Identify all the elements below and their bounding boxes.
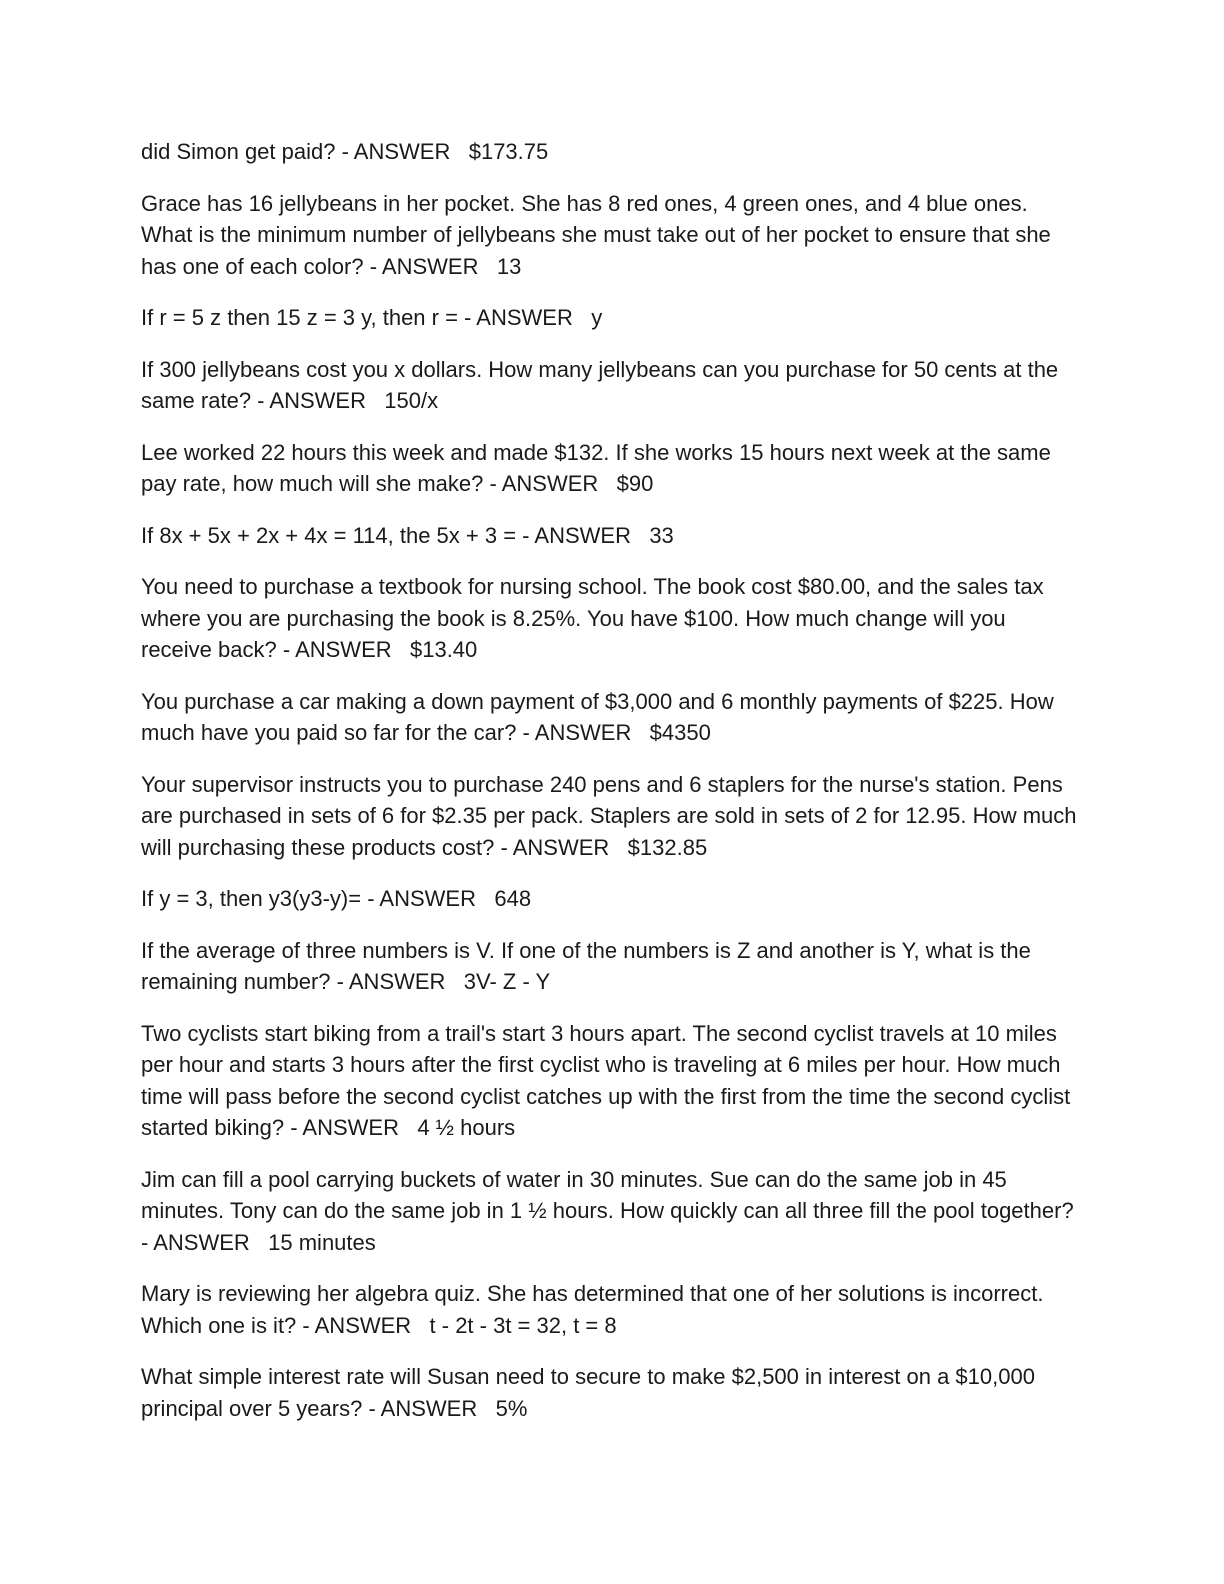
question-text: If y = 3, then y3(y3-y)= - ANSWER — [141, 886, 476, 911]
answer-text: 33 — [649, 522, 674, 548]
answer-text: 3V- Z - Y — [463, 969, 551, 994]
question-text: Grace has 16 jellybeans in her pocket. She has 8 red ones, 4 green ones, and 4 blue ones. What is the minimum number of jellybeans she must take out of her pocket to ensure that she has one of each color? - ANSWER — [141, 190, 1051, 279]
answer-text: $4350 — [649, 720, 711, 745]
question-text: Two cyclists start biking from a trail's start 3 hours apart. The second cyclist travels at 10 miles per hour and starts 3 hours after the first cyclist who is traveling at 6 miles per hour. How much time will pass before the second cyclist catches up with the first from the time the second cyclist started biking? - ANSWER — [141, 1020, 1071, 1140]
qa-item-7 — [141, 571, 1081, 666]
qa-item-10 — [141, 883, 1081, 915]
qa-item-1 — [141, 136, 1081, 168]
qa-item-8 — [141, 686, 1081, 749]
question-text: If 8x + 5x + 2x + 4x = 114, the 5x + 3 = - ANSWER — [141, 522, 631, 548]
question-text: If the average of three numbers is V. If one of the numbers is Z and another is Y, what is the remaining number? - ANSWER — [141, 937, 1031, 994]
qa-item-5 — [141, 437, 1081, 500]
answer-text: $173.75 — [468, 139, 549, 164]
qa-item-4 — [141, 354, 1081, 417]
qa-item-12 — [141, 1018, 1081, 1144]
qa-item-3 — [141, 302, 1081, 334]
answer-text: $132.85 — [627, 834, 708, 860]
qa-item-15 — [141, 1361, 1081, 1424]
question-text: Lee worked 22 hours this week and made $132. If she works 15 hours next week at the same pay rate, how much will she make? - ANSWER — [141, 439, 1051, 496]
answer-text: t - 2t - 3t = 32, t = 8 — [429, 1312, 617, 1338]
qa-item-11 — [141, 935, 1081, 998]
question-text: You need to purchase a textbook for nursing school. The book cost $80.00, and the sales tax where you are purchasing the book is 8.25%. You have $100. How much change will you receive back? - ANSWER — [141, 574, 1044, 662]
answer-text: $13.40 — [409, 637, 478, 662]
question-text: If 300 jellybeans cost you x dollars. How many jellybeans can you purchase for 50 cents at the same rate? - ANSWER — [141, 356, 1059, 413]
question-text: Mary is reviewing her algebra quiz. She has determined that one of her solutions is incorrect. Which one is it? - ANSWER — [141, 1281, 1044, 1338]
question-text: Your supervisor instructs you to purchase 240 pens and 6 staplers for the nurse's station. Pens are purchased in sets of 6 for $2.35 per pack. Staplers are sold in sets of 2 for 12.95. How much will purchasing these products cost? - ANSWER — [141, 771, 1077, 860]
question-text: did Simon get paid? - ANSWER — [141, 139, 451, 164]
question-text: What simple interest rate will Susan need to secure to make $2,500 in interest on a $10,000 principal over 5 years? - ANSWER — [141, 1364, 1035, 1421]
question-text: You purchase a car making a down payment of $3,000 and 6 monthly payments of $225. How much have you paid so far for the car? - ANSWER — [141, 688, 1054, 745]
answer-text: 5% — [495, 1395, 528, 1421]
qa-item-6 — [141, 520, 1081, 552]
answer-text: 648 — [494, 886, 532, 911]
document-page — [141, 136, 1081, 1444]
answer-text: y — [591, 305, 603, 330]
answer-text: 13 — [496, 253, 522, 279]
answer-text: $90 — [616, 471, 654, 496]
answer-text: 4 ½ hours — [417, 1115, 516, 1140]
answer-text: 150/x — [384, 388, 439, 413]
qa-item-9 — [141, 769, 1081, 864]
qa-item-13 — [141, 1164, 1081, 1259]
qa-item-2 — [141, 188, 1081, 283]
qa-item-14 — [141, 1278, 1081, 1341]
question-text: Jim can fill a pool carrying buckets of water in 30 minutes. Sue can do the same job in 45 minutes. Tony can do the same job in 1 ½ hours. How quickly can all three fill the pool together? - ANSWER — [141, 1166, 1074, 1255]
question-text: If r = 5 z then 15 z = 3 y, then r = - ANSWER — [141, 305, 573, 330]
answer-text: 15 minutes — [268, 1229, 376, 1255]
